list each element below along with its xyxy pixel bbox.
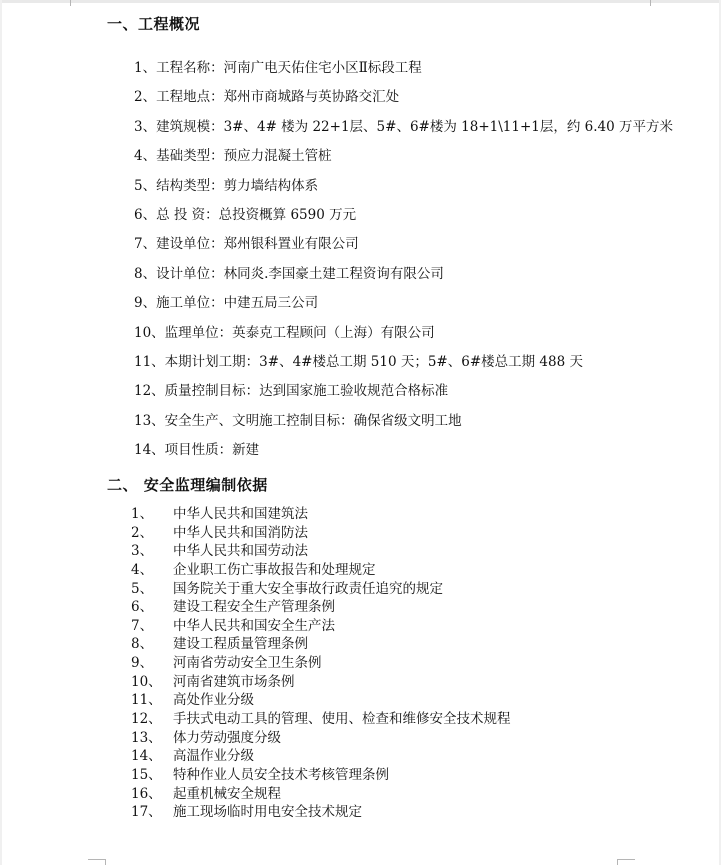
basis-list-item <box>131 729 511 748</box>
basis-list <box>131 505 511 822</box>
basis-item-number: 7、 <box>131 617 154 634</box>
basis-item-number: 13、 <box>131 729 162 746</box>
basis-list-item <box>131 617 511 636</box>
page-left-edge <box>0 0 2 865</box>
overview-item: 10、监理单位：英泰克工程顾问（上海）有限公司 <box>134 324 435 341</box>
basis-item-text: 特种作业人员安全技术考核管理条例 <box>173 766 389 783</box>
basis-item-text: 国务院关于重大安全事故行政责任追究的规定 <box>173 580 443 597</box>
basis-item-number: 16、 <box>131 785 162 802</box>
basis-item-text: 施工现场临时用电安全技术规定 <box>173 804 362 821</box>
crop-mark-bottom-left-v <box>105 859 106 865</box>
basis-item-number: 2、 <box>131 524 154 541</box>
overview-item: 9、施工单位：中建五局三公司 <box>134 295 319 312</box>
overview-item: 3、建筑规模：3#、4# 楼为 22+1层、5#、6#楼为 18+1\11+1层，约 6.40 万平方米 <box>134 118 673 135</box>
basis-item-number: 17、 <box>131 804 162 821</box>
basis-item-number: 6、 <box>131 599 154 616</box>
overview-item: 8、设计单位：林同炎.李国豪土建工程资询有限公司 <box>134 265 444 282</box>
basis-list-item <box>131 673 511 692</box>
basis-item-text: 体力劳动强度分级 <box>173 729 281 746</box>
overview-item: 7、建设单位：郑州银科置业有限公司 <box>134 236 359 253</box>
basis-item-text: 高温作业分级 <box>173 748 254 765</box>
basis-list-item <box>131 785 511 804</box>
basis-list-item <box>131 654 511 673</box>
basis-item-number: 11、 <box>131 692 162 709</box>
basis-list-item <box>131 691 511 710</box>
page-top-edge <box>0 0 721 3</box>
crop-mark-bottom-left-h <box>88 859 106 860</box>
basis-item-text: 中华人民共和国劳动法 <box>173 543 308 560</box>
basis-list-item <box>131 561 511 580</box>
basis-item-text: 中华人民共和国安全生产法 <box>173 617 335 634</box>
basis-list-item <box>131 524 511 543</box>
section-heading-overview: 一、工程概况 <box>107 15 201 33</box>
basis-item-text: 建设工程安全生产管理条例 <box>173 599 335 616</box>
basis-list-item <box>131 803 511 822</box>
basis-item-text: 中华人民共和国消防法 <box>173 524 308 541</box>
basis-list-item <box>131 505 511 524</box>
basis-item-text: 起重机械安全规程 <box>173 785 281 802</box>
basis-item-number: 12、 <box>131 711 162 728</box>
basis-item-number: 14、 <box>131 748 162 765</box>
basis-list-item <box>131 710 511 729</box>
section-heading-basis: 二、 安全监理编制依据 <box>107 476 268 494</box>
basis-list-item <box>131 747 511 766</box>
basis-list-item <box>131 766 511 785</box>
overview-item: 6、总 投 资：总投资概算 6590 万元 <box>134 206 357 223</box>
basis-list-item <box>131 542 511 561</box>
overview-item: 12、质量控制目标：达到国家施工验收规范合格标准 <box>134 383 449 400</box>
basis-item-text: 建设工程质量管理条例 <box>173 636 308 653</box>
basis-item-text: 高处作业分级 <box>173 692 254 709</box>
basis-item-number: 15、 <box>131 766 162 783</box>
basis-list-item <box>131 580 511 599</box>
basis-item-text: 企业职工伤亡事故报告和处理规定 <box>173 561 376 578</box>
crop-mark-bottom-right-h <box>617 859 635 860</box>
basis-item-number: 9、 <box>131 655 154 672</box>
overview-list <box>134 54 673 465</box>
basis-item-number: 4、 <box>131 561 154 578</box>
overview-item: 11、本期计划工期：3#、4#楼总工期 510 天；5#、6#楼总工期 488 天 <box>134 353 583 370</box>
basis-item-text: 河南省劳动安全卫生条例 <box>173 655 322 672</box>
crop-mark-top-left <box>70 0 71 6</box>
basis-item-number: 1、 <box>131 506 154 522</box>
basis-item-text: 河南省建筑市场条例 <box>173 673 295 690</box>
basis-item-number: 10、 <box>131 673 162 690</box>
overview-item: 2、工程地点：郑州市商城路与英协路交汇处 <box>134 89 400 106</box>
overview-item: 1、工程名称：河南广电天佑住宅小区Ⅱ标段工程 <box>134 60 422 76</box>
overview-item: 4、基础类型：预应力混凝土管桩 <box>134 148 332 165</box>
basis-list-item <box>131 635 511 654</box>
overview-item: 14、项目性质：新建 <box>134 442 260 459</box>
basis-item-number: 5、 <box>131 580 154 597</box>
basis-list-item <box>131 598 511 617</box>
basis-item-number: 3、 <box>131 543 154 560</box>
basis-item-text: 中华人民共和国建筑法 <box>173 506 308 522</box>
basis-item-number: 8、 <box>131 636 154 653</box>
crop-mark-bottom-right-v <box>617 859 618 865</box>
crop-mark-top-right <box>650 0 651 6</box>
overview-item: 5、结构类型：剪力墙结构体系 <box>134 177 319 194</box>
overview-item: 13、安全生产、文明施工控制目标：确保省级文明工地 <box>134 412 462 429</box>
basis-item-text: 手扶式电动工具的管理、使用、检查和维修安全技术规程 <box>173 711 511 728</box>
